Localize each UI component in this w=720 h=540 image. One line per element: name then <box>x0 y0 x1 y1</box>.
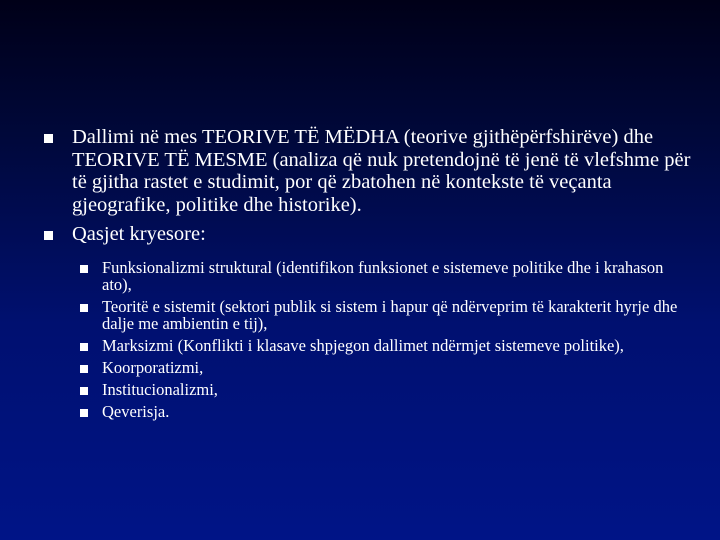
bullet-item-distinction <box>44 126 694 216</box>
square-bullet-icon <box>80 304 88 312</box>
slide-body <box>44 126 694 421</box>
sub-bullet-text: Koorporatizmi, <box>102 358 204 378</box>
sub-bullet-text: Teoritë e sistemit (sektori publik si sistem i hapur që ndërveprim të karakterit hyrje dhe dalje me ambientin e tij), <box>102 297 678 334</box>
square-bullet-icon <box>80 387 88 395</box>
bullet-text: Dallimi në mes TEORIVE TË MËDHA (teorive gjithëpërfshirëve) dhe TEORIVE TË MESME (analiza që nuk pretendojnë të jenë të vlefshme për të gjitha rastet e studimit, por që zbatohen në kontekste të veçanta gjeografike, politike dhe historike). <box>72 126 691 216</box>
sub-bullet-text: Funksionalizmi struktural (identifikon funksionet e sistemeve politike dhe i krahason ato), <box>102 257 664 295</box>
bullet-text: Qasjet kryesore: <box>72 223 206 246</box>
square-bullet-icon <box>80 409 88 417</box>
sub-bullet-item <box>78 403 694 420</box>
square-bullet-icon <box>80 365 88 373</box>
square-bullet-icon <box>80 343 88 351</box>
sub-bullet-item <box>78 259 694 293</box>
sub-bullet-item <box>78 337 694 354</box>
approaches-sub-list <box>78 259 694 421</box>
sub-bullet-text: Institucionalizmi, <box>102 380 218 400</box>
sub-bullet-item <box>78 381 694 398</box>
square-bullet-icon <box>44 231 53 240</box>
sub-bullet-text: Marksizmi (Konflikti i klasave shpjegon dallimet ndërmjet sistemeve politike), <box>102 336 624 356</box>
sub-bullet-item <box>78 298 694 332</box>
square-bullet-icon <box>80 265 88 273</box>
square-bullet-icon <box>44 134 53 143</box>
sub-bullet-item <box>78 359 694 376</box>
sub-bullet-text: Qeverisja. <box>102 402 170 422</box>
bullet-item-main-approaches <box>44 223 694 246</box>
